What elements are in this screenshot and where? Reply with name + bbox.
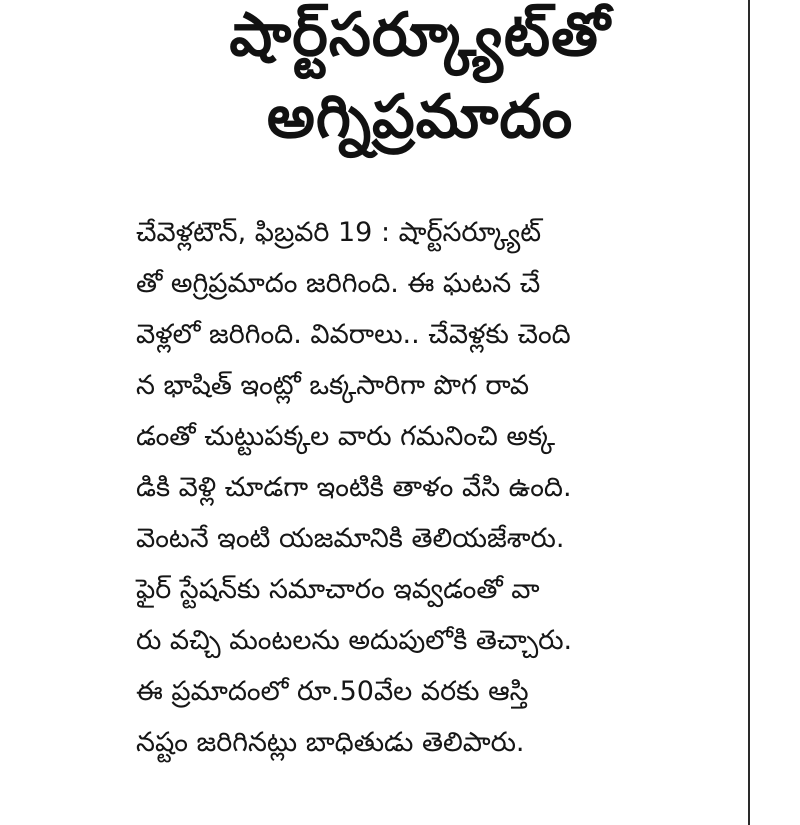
article-body [136,207,696,768]
body-line: చేవెళ్లటౌన్, ఫిబ్రవరి 19 : షార్ట్‌సర్క్యూట్ [136,217,542,248]
body-line: రు వచ్చి మంటలను అదుపులోకి తెచ్చారు. [136,625,573,656]
headline-line-2: అగ్నిప్రమాదం [266,82,574,152]
body-line: తో అగ్రిప్రమాదం జరిగింది. ఈ ఘటన చే [136,268,541,299]
body-line: వెళ్లలో జరిగింది. వివరాలు.. చేవెళ్లకు చెంది [136,319,571,350]
body-line: న భాషిత్ ఇంట్లో ఒక్కసారిగా పొగ రావ [136,370,530,401]
body-line: నష్టం జరిగినట్లు బాధితుడు తెలిపారు. [136,727,525,758]
body-line: డంతో చుట్టుపక్కల వారు గమనించి అక్క [136,421,556,452]
adjacent-column-edge [750,0,800,825]
headline-line-1: షార్ట్‌సర్క్యూట్‌తో [229,0,611,70]
article-headline [120,0,720,158]
body-line: వెంటనే ఇంటి యజమానికి తెలియజేశారు. [136,523,565,554]
body-line: డికి వెళ్లి చూడగా ఇంటికి తాళం వేసి ఉంది. [136,472,572,503]
body-line: ఫైర్ స్టేషన్‌కు సమాచారం ఇవ్వడంతో వా [136,574,540,605]
body-line: ఈ ప్రమాదంలో రూ.50వేల వరకు ఆస్తి [136,676,529,707]
